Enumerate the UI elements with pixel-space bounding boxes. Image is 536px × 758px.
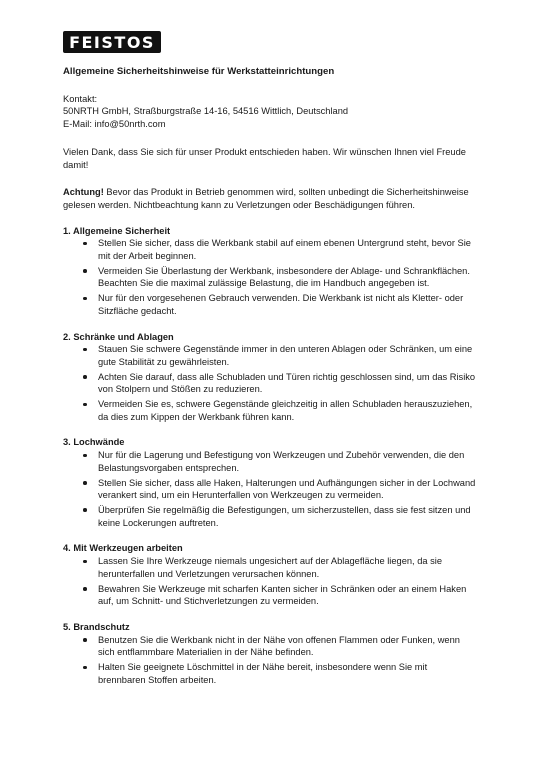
list-item: Stauen Sie schwere Gegenstände immer in den unteren Ablagen oder Schränken, um eine gute Stabilität zu gewährleisten.: [98, 343, 483, 368]
section-heading: 2. Schränke und Ablagen: [63, 331, 174, 342]
document-content: [63, 66, 483, 688]
list-item: Vermeiden Sie es, schwere Gegenstände gleichzeitig in allen Schubladen herauszuziehen, da dies zum Kippen der Werkbank führen kann.: [98, 398, 483, 423]
intro-paragraph: Vielen Dank, dass Sie sich für unser Produkt entschieden haben. Wir wünschen Ihnen viel Freude damit!: [63, 146, 466, 170]
contact-label: Kontakt:: [63, 93, 98, 104]
section-heading: 4. Mit Werkzeugen arbeiten: [63, 543, 183, 554]
list-item: Achten Sie darauf, dass alle Schubladen und Türen richtig geschlossen sind, um das Risiko von Stolpern und Stößen zu reduzieren.: [98, 371, 483, 396]
list-item: Stellen Sie sicher, dass die Werkbank stabil auf einem ebenen Untergrund steht, bevor Sie mit der Arbeit beginnen.: [98, 237, 483, 262]
contact-email: E-Mail: info@50nrth.com: [63, 119, 166, 130]
warning-lead: Achtung!: [63, 187, 104, 198]
section-heading: 1. Allgemeine Sicherheit: [63, 225, 171, 236]
section-heading: 5. Brandschutz: [63, 621, 130, 632]
list-item: Vermeiden Sie Überlastung der Werkbank, insbesondere der Ablage- und Schrankflächen. Beachten Sie die maximal zulässige Belastung, die im Handbuch angegeben ist.: [98, 265, 483, 290]
warning-text: Bevor das Produkt in Betrieb genommen wird, sollten unbedingt die Sicherheitshinweise gelesen werden. Nichtbeachtung kann zu Verletzungen oder Beschädigungen führen.: [63, 187, 469, 210]
list-item: Bewahren Sie Werkzeuge mit scharfen Kanten sicher in Schränken oder an einem Haken auf, um Schnitt- und Stichverletzungen zu vermeiden.: [98, 583, 483, 608]
section-general-safety: [63, 225, 483, 318]
bullet-list: [63, 634, 483, 687]
list-item: Benutzen Sie die Werkbank nicht in der Nähe von offenen Flammen oder Funken, wenn sich entflammbare Materialien in der Nähe befinden.: [98, 634, 483, 659]
document-title: Allgemeine Sicherheitshinweise für Werkstatteinrichtungen: [63, 66, 335, 77]
section-pegboards: [63, 436, 483, 529]
logo-text: FEISTOS: [69, 32, 155, 52]
list-item: Stellen Sie sicher, dass alle Haken, Halterungen und Aufhängungen sicher in der Lochwand verankert sind, um ein Herunterfallen von Werkzeugen zu vermeiden.: [98, 477, 483, 502]
bullet-list: [63, 343, 483, 423]
bullet-list: [63, 237, 483, 317]
brand-logo: [63, 31, 161, 53]
bullet-list: [63, 449, 483, 529]
list-item: Lassen Sie Ihre Werkzeuge niemals ungesichert auf der Ablagefläche liegen, da sie herunterfallen und Verletzungen verursachen können.: [98, 555, 483, 580]
contact-block: [63, 93, 483, 131]
section-cabinets-shelves: [63, 331, 483, 424]
bullet-list: [63, 555, 483, 608]
section-heading: 3. Lochwände: [63, 437, 125, 448]
contact-address: 50NRTH GmbH, Straßburgstraße 14-16, 54516 Wittlich, Deutschland: [63, 106, 349, 117]
list-item: Nur für die Lagerung und Befestigung von Werkzeugen und Zubehör verwenden, die den Belastungsvorgaben entsprechen.: [98, 449, 483, 474]
section-working-with-tools: [63, 542, 483, 608]
list-item: Halten Sie geeignete Löschmittel in der Nähe bereit, insbesondere wenn Sie mit brennbaren Stoffen arbeiten.: [98, 661, 483, 686]
list-item: Überprüfen Sie regelmäßig die Befestigungen, um sicherzustellen, dass sie fest sitzen und keine Lockerungen auftreten.: [98, 504, 483, 529]
warning-paragraph: [63, 186, 483, 211]
list-item: Nur für den vorgesehenen Gebrauch verwenden. Die Werkbank ist nicht als Kletter- oder Sitzfläche gedacht.: [98, 292, 483, 317]
section-fire-protection: [63, 621, 483, 687]
